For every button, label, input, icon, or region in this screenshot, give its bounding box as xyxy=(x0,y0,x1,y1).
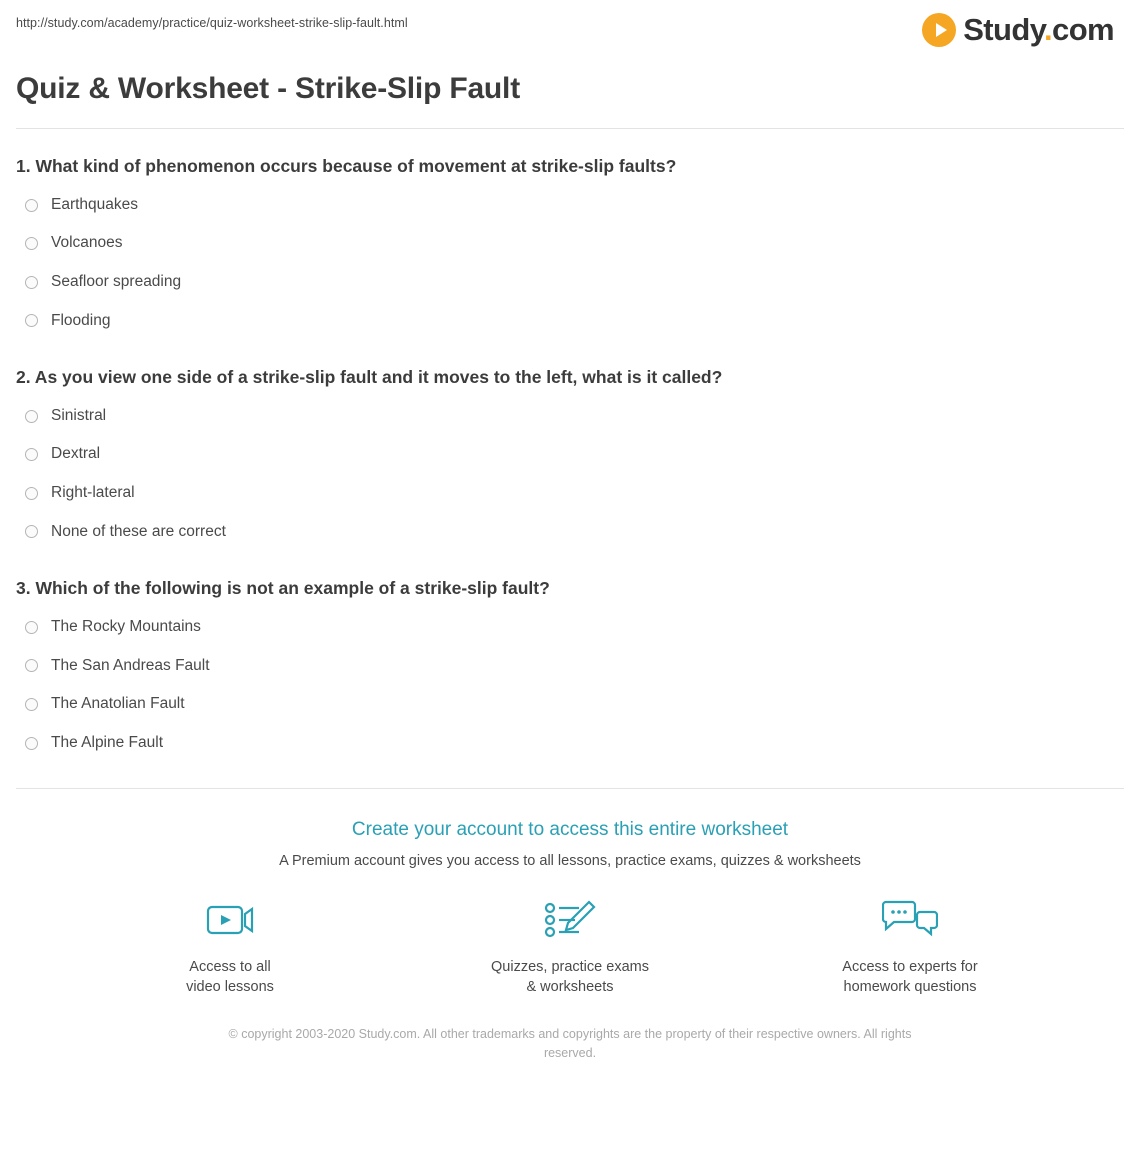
answer-choice-label: Earthquakes xyxy=(51,195,139,213)
answer-choice[interactable] xyxy=(16,445,1124,464)
radio-icon[interactable] xyxy=(25,276,38,289)
answer-choice[interactable] xyxy=(16,484,1124,503)
radio-icon[interactable] xyxy=(25,621,38,634)
answer-choice[interactable] xyxy=(16,695,1124,714)
answer-choice[interactable] xyxy=(16,523,1124,542)
feature-item xyxy=(475,895,665,997)
answer-choice[interactable] xyxy=(16,234,1124,253)
logo-tld: com xyxy=(1052,12,1114,47)
feature-item xyxy=(135,895,325,997)
page-title: Quiz & Worksheet - Strike-Slip Fault xyxy=(16,72,520,105)
quiz-checklist-icon xyxy=(543,895,597,945)
answer-choice-label: Seafloor spreading xyxy=(51,272,182,290)
logo-wordmark xyxy=(963,12,1114,48)
answer-choice-label: Sinistral xyxy=(51,406,107,424)
radio-icon[interactable] xyxy=(25,525,38,538)
answer-choice[interactable] xyxy=(16,407,1124,426)
promo-subtext: A Premium account gives you access to all lessons, practice exams, quizzes & worksheets xyxy=(279,853,861,870)
questions-list xyxy=(16,129,1124,752)
answer-choice-label: Volcanoes xyxy=(51,234,123,252)
answer-choice-label: None of these are correct xyxy=(51,522,226,540)
question-text: 3. Which of the following is not an example of a strike-slip fault? xyxy=(16,578,550,599)
study-com-logo xyxy=(922,12,1124,48)
feature-item xyxy=(815,895,1005,997)
radio-icon[interactable] xyxy=(25,737,38,750)
answer-choice[interactable] xyxy=(16,657,1124,676)
premium-promo xyxy=(16,788,1124,1061)
answer-choice-label: Flooding xyxy=(51,311,111,329)
chat-bubbles-icon xyxy=(882,895,938,945)
radio-icon[interactable] xyxy=(25,448,38,461)
answer-choice[interactable] xyxy=(16,618,1124,637)
answer-choice-label: Dextral xyxy=(51,445,101,463)
answer-choice[interactable] xyxy=(16,273,1124,292)
question-block xyxy=(16,577,1124,752)
feature-line-2: & worksheets xyxy=(526,979,614,996)
promo-features xyxy=(16,895,1124,997)
radio-icon[interactable] xyxy=(25,698,38,711)
feature-line-1: Quizzes, practice exams xyxy=(491,959,649,976)
feature-line-2: homework questions xyxy=(843,979,977,996)
feature-line-1: Access to all xyxy=(189,959,271,976)
logo-dot: . xyxy=(1044,12,1053,47)
play-circle-icon xyxy=(922,13,956,47)
answer-choice-label: Right-lateral xyxy=(51,484,135,502)
question-text: 2. As you view one side of a strike-slip fault and it moves to the left, what is it called? xyxy=(16,367,723,388)
radio-icon[interactable] xyxy=(25,314,38,327)
answer-choice-label: The Rocky Mountains xyxy=(51,618,201,635)
radio-icon[interactable] xyxy=(25,659,38,672)
radio-icon[interactable] xyxy=(25,237,38,250)
video-lesson-icon xyxy=(205,895,255,945)
question-block xyxy=(16,366,1124,541)
promo-headline[interactable]: Create your account to access this entire worksheet xyxy=(351,819,789,841)
question-block xyxy=(16,155,1124,330)
answer-choice[interactable] xyxy=(16,196,1124,215)
feature-line-2: video lessons xyxy=(186,979,274,996)
answer-choice[interactable] xyxy=(16,312,1124,331)
logo-name: Study xyxy=(963,12,1045,47)
radio-icon[interactable] xyxy=(25,487,38,500)
answer-choice-label: The Anatolian Fault xyxy=(51,695,185,713)
page-header xyxy=(16,0,1124,54)
question-text: 1. What kind of phenomenon occurs because of movement at strike-slip faults? xyxy=(16,156,677,176)
copyright-text: © copyright 2003-2020 Study.com. All other trademarks and copyrights are the property of their respective owners. All rights reserved. xyxy=(228,1027,912,1060)
page-url: http://study.com/academy/practice/quiz-worksheet-strike-slip-fault.html xyxy=(16,16,408,30)
answer-choice-label: The Alpine Fault xyxy=(51,733,164,751)
radio-icon[interactable] xyxy=(25,199,38,212)
feature-line-1: Access to experts for xyxy=(842,959,978,976)
answer-choice-label: The San Andreas Fault xyxy=(51,656,210,674)
radio-icon[interactable] xyxy=(25,410,38,423)
answer-choice[interactable] xyxy=(16,734,1124,753)
